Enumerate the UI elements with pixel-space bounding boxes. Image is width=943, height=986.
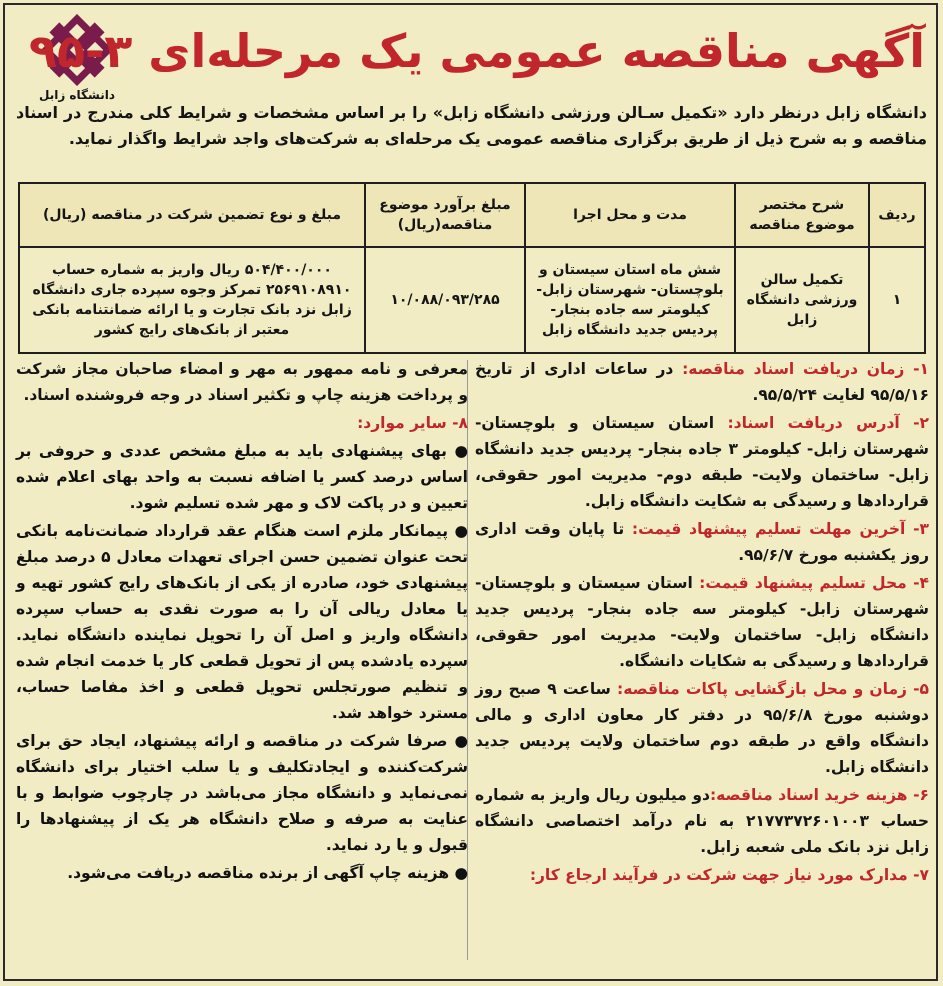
header-row-number: ردیف xyxy=(869,183,925,247)
item-heading: ۱- زمان دریافت اسناد مناقصه: xyxy=(682,360,929,378)
header-duration-location: مدت و محل اجرا xyxy=(525,183,735,247)
item-text: استان سیستان و بلوچستان- شهرستان زابل- کیلومتر سه جاده بنجار- پردیس جدید دانشگاه زابل- ساختمان ولایت- مدیریت امور حقوقی، قراردادها و رسیدگی به شکایات دانشگاه. xyxy=(475,574,929,670)
documents-continuation: معرفی و نامه ممهور به مهر و امضاء صاحبان مجاز شرکت و پرداخت هزینه چاپ و تکثیر اسناد در وجه فروشنده اسناد. xyxy=(16,360,468,404)
item-heading: ۶- هزینه خرید اسناد مناقصه: xyxy=(709,786,929,804)
cell-description: تکمیل سالن ورزشی دانشگاه زابل xyxy=(735,247,869,353)
item-text: استان سیستان و بلوچستان- شهرستان زابل- کیلومتر ۳ جاده بنجار- پردیس جدید دانشگاه زابل- ساختمان ولایت- طبقه دوم- مدیریت امور حقوقی، قراردادها و رسیدگی به شکایت دانشگاه زابل. xyxy=(475,414,929,510)
item-text: در ساعات اداری از تاریخ ۹۵/۵/۱۶ لغایت ۹۵/۵/۲۴. xyxy=(475,360,929,404)
section-8-heading: ۸- سایر موارد: xyxy=(357,414,468,432)
body-columns xyxy=(16,356,929,976)
page-title: آگهی مناقصه عمومی یک مرحله‌ای ۳-۹۵ xyxy=(28,24,925,78)
table-row xyxy=(19,247,925,353)
header-estimate: مبلغ برآورد موضوع مناقصه(ریال) xyxy=(365,183,525,247)
list-item xyxy=(475,410,929,514)
list-item: ● هزینه چاپ آگهی از برنده مناقصه دریافت می‌شود. xyxy=(67,864,468,882)
list-item xyxy=(475,862,929,888)
cell-duration-location: شش ماه استان سیستان و بلوچستان- شهرستان زابل- کیلومتر سه جاده بنجار- پردیس جدید دانشگاه زابل xyxy=(525,247,735,353)
item-heading: ۵- زمان و محل بازگشایی پاکات مناقصه: xyxy=(617,680,929,698)
list-item: ● صرفا شرکت در مناقصه و ارائه پیشنهاد، ایجاد حق برای شرکت‌کننده و ایجادتکلیف و یا سلب اختیار برای دانشگاه نمی‌نماید و دانشگاه مجاز می‌باشد در چارچوب ضوابط و با عنایت به صرفه و صلاح دانشگاه هر یک از پیشنهادها را قبول و یا رد نماید. xyxy=(16,732,468,854)
list-item xyxy=(475,782,929,860)
item-text: دو میلیون ریال واریز به شماره حساب ۲۱۷۷۳۷۲۶۰۱۰۰۳ به نام درآمد اختصاصی دانشگاه زابل نزد بانک ملی شعبه زابل. xyxy=(475,786,929,856)
list-item xyxy=(475,516,929,568)
item-text: ساعت ۹ صبح روز دوشنبه مورخ ۹۵/۶/۸ در دفتر کار معاون اداری و مالی دانشگاه واقع در طبقه دوم ساختمان ولایت پردیس جدید دانشگاه زابل. xyxy=(475,680,929,776)
list-item: ● بهای پیشنهادی باید به مبلغ مشخص عددی و حروفی بر اساس درصد کسر یا اضافه نسبت به واحد بهای اعلام شده تعیین و در پاکت لاک و مهر شده تسلیم شود. xyxy=(16,442,468,512)
item-heading: ۳- آخرین مهلت تسلیم پیشنهاد قیمت: xyxy=(631,520,929,538)
item-heading: ۷- مدارک مورد نیاز جهت شرکت در فرآیند ارجاع کار: xyxy=(529,866,929,884)
table-header-row xyxy=(19,183,925,247)
left-column xyxy=(16,356,468,976)
header-guarantee: مبلغ و نوع تضمین شرکت در مناقصه (ریال) xyxy=(19,183,365,247)
cell-row-number: ۱ xyxy=(869,247,925,353)
item-heading: ۲- آدرس دریافت اسناد: xyxy=(727,414,929,432)
right-column xyxy=(475,356,929,976)
intro-paragraph: دانشگاه زابل درنظر دارد «تکمیل سـالن ورزشی دانشگاه زابل» را بر اساس مشخصات و شرایط کلی مندرج در اسناد مناقصه و به شرح ذیل از طریق برگزاری مناقصه عمومی یک مرحله‌ای به شرکت‌های واجد شرایط واگذار نماید. xyxy=(16,103,927,148)
item-heading: ۴- محل تسلیم پیشنهاد قیمت: xyxy=(699,574,929,592)
cell-guarantee: ۵۰۴/۴۰۰/۰۰۰ ریال واریز به شماره حساب ۲۵۶۹۱۰۸۹۱۰ تمرکز وجوه سپرده جاری دانشگاه زابل نزد بانک تجارت و یا ارائه ضمانتنامه بانکی معتبر از بانک‌های رایج کشور xyxy=(19,247,365,353)
item-text: تا پایان وقت اداری روز یکشنبه مورخ ۹۵/۶/۷. xyxy=(475,520,929,564)
tender-table xyxy=(18,182,926,354)
header-description: شرح مختصر موضوع مناقصه xyxy=(735,183,869,247)
list-item xyxy=(475,570,929,674)
list-item: ● پیمانکار ملزم است هنگام عقد قرارداد ضمانت‌نامه بانکی تحت عنوان تضمین حسن اجرای تعهدات معادل ۵ درصد مبلغ پیشنهادی خود، صادره از یکی از بانک‌های رایج کشور تهیه و یا معادل ریالی آن را به صورت نقدی به حساب سپرده دانشگاه واریز و اصل آن را تحویل نماینده دانشگاه نماید. سپرده یادشده پس از تحویل قطعی کار یا خدمت انجام شده و تنظیم صورتجلس تحویل قطعی و اخذ مفاصا حساب، مسترد خواهد شد. xyxy=(16,522,468,722)
list-item xyxy=(475,356,929,408)
cell-estimate: ۱۰/۰۸۸/۰۹۳/۲۸۵ xyxy=(365,247,525,353)
logo-caption: دانشگاه زابل xyxy=(39,88,115,102)
list-item xyxy=(475,676,929,780)
